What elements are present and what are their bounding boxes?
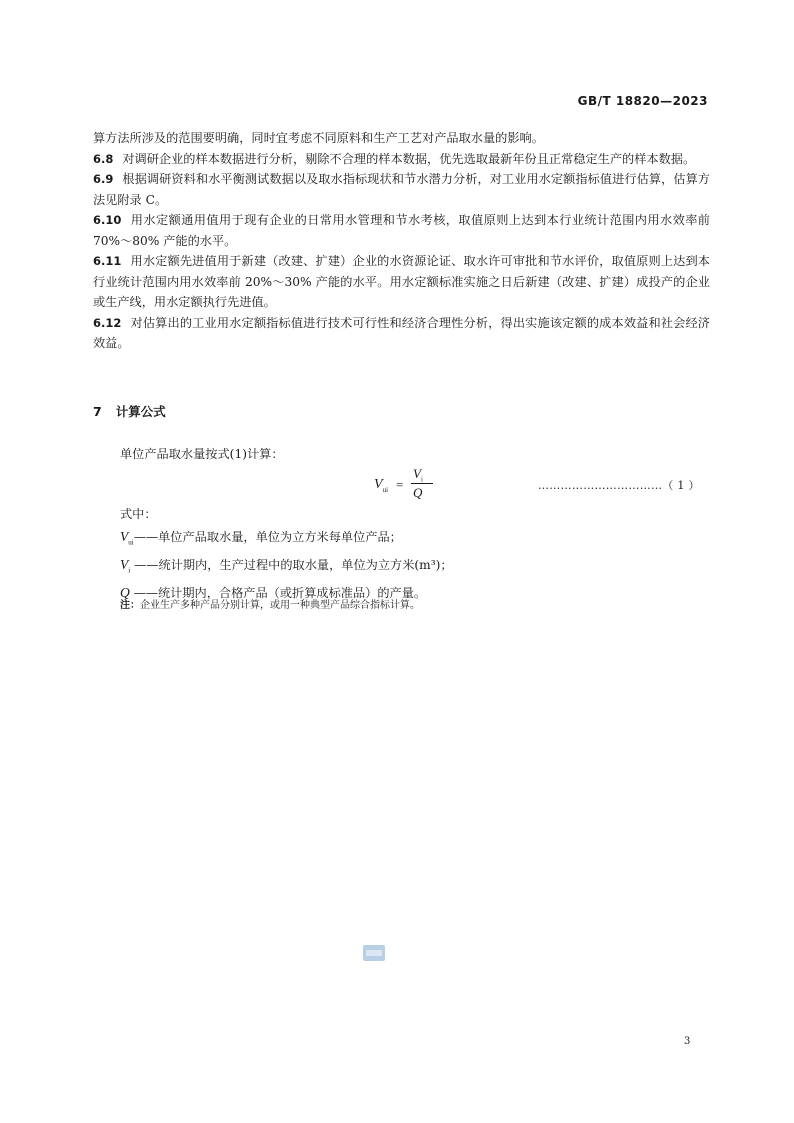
variable-letter: V <box>120 556 129 572</box>
section-number: 7 <box>93 404 102 419</box>
formula-denominator: Q <box>413 485 423 500</box>
formula-numerator-symbol: V <box>413 466 421 481</box>
clause-number: 6.8 <box>93 151 114 166</box>
formula-lhs <box>374 477 388 494</box>
clause-6-9 <box>93 169 710 210</box>
clause-number: 6.10 <box>93 213 122 227</box>
formula-lhs-symbol: V <box>374 477 383 492</box>
variable-symbol <box>120 528 134 547</box>
variable-symbol <box>120 556 131 575</box>
note <box>120 596 420 611</box>
note-label: 注： <box>120 600 140 611</box>
sac-logo-icon <box>362 944 386 962</box>
section-heading <box>93 402 166 420</box>
formula-number: ……………………………（ 1 ） <box>538 479 700 492</box>
paragraph-text: 算方法所涉及的范围要明确，同时宜考虑不同原料和生产工艺对产品取水量的影响。 <box>93 131 544 145</box>
variable-description: ——统计期内，合格产品（或折算成标准品）的产量。 <box>129 585 427 600</box>
body-text <box>93 128 710 354</box>
clause-text: 用水定额先进值用于新建（改建、扩建）企业的水资源论证、取水许可审批和节水评价，取值原则上达到本行业统计范围内用水效率前 20%～30% 产能的水平。用水定额标准实施之日后新建（改建、扩建）成投产的企业或生产线，用水定额执行先进值。 <box>93 254 710 309</box>
clause-number: 6.9 <box>93 172 114 186</box>
where-item <box>120 554 453 582</box>
formula-lhs-subscript: ui <box>382 485 389 494</box>
clause-6-11 <box>93 251 710 313</box>
clause-text: 用水定额通用值用于现有企业的日常用水管理和节水考核，取值原则上达到本行业统计范围内用水效率前 70%～80% 产能的水平。 <box>93 213 710 248</box>
formula-intro: 单位产品取水量按式(1)计算： <box>120 447 284 461</box>
variable-subscript: i <box>128 566 131 575</box>
clause-text: 对估算出的工业用水定额指标值进行技术可行性和经济合理性分析，得出实施该定额的成本效益和社会经济效益。 <box>93 315 710 350</box>
clause-6-8 <box>93 149 710 170</box>
clause-text: 对调研企业的样本数据进行分析，剔除不合理的样本数据，优先选取最新年份且正常稳定生产的样本数据。 <box>122 151 696 166</box>
fraction-bar <box>411 483 433 484</box>
clause-number: 6.11 <box>93 254 122 268</box>
paragraph-continued <box>93 128 710 149</box>
page-number: 3 <box>684 1036 691 1047</box>
note-text: 企业生产多种产品分别计算，或用一种典型产品综合指标计算。 <box>140 600 420 611</box>
clause-text: 根据调研资料和水平衡测试数据以及取水指标现状和节水潜力分析，对工业用水定额指标值进行估算，估算方法见附录 C。 <box>93 172 710 207</box>
variable-description: ——统计期内，生产过程中的取水量，单位为立方米(m³)； <box>130 557 453 572</box>
variable-letter: V <box>120 528 129 544</box>
where-item <box>120 526 453 554</box>
clause-6-10 <box>93 210 710 251</box>
where-label: 式中： <box>120 507 157 521</box>
clause-6-12 <box>93 313 710 354</box>
variable-letter: Q <box>120 584 130 600</box>
formula-numerator-subscript: i <box>420 475 423 484</box>
standard-code: GB/T 18820—2023 <box>577 94 708 108</box>
clause-number: 6.12 <box>93 315 122 330</box>
where-block <box>120 504 453 604</box>
formula-equals: = <box>396 477 404 492</box>
variable-subscript: ui <box>128 538 134 547</box>
formula-1 <box>374 466 454 502</box>
section-title: 计算公式 <box>115 404 166 419</box>
formula-numerator <box>413 466 423 484</box>
variable-description: ——单位产品取水量，单位为立方米每单位产品； <box>133 529 402 544</box>
